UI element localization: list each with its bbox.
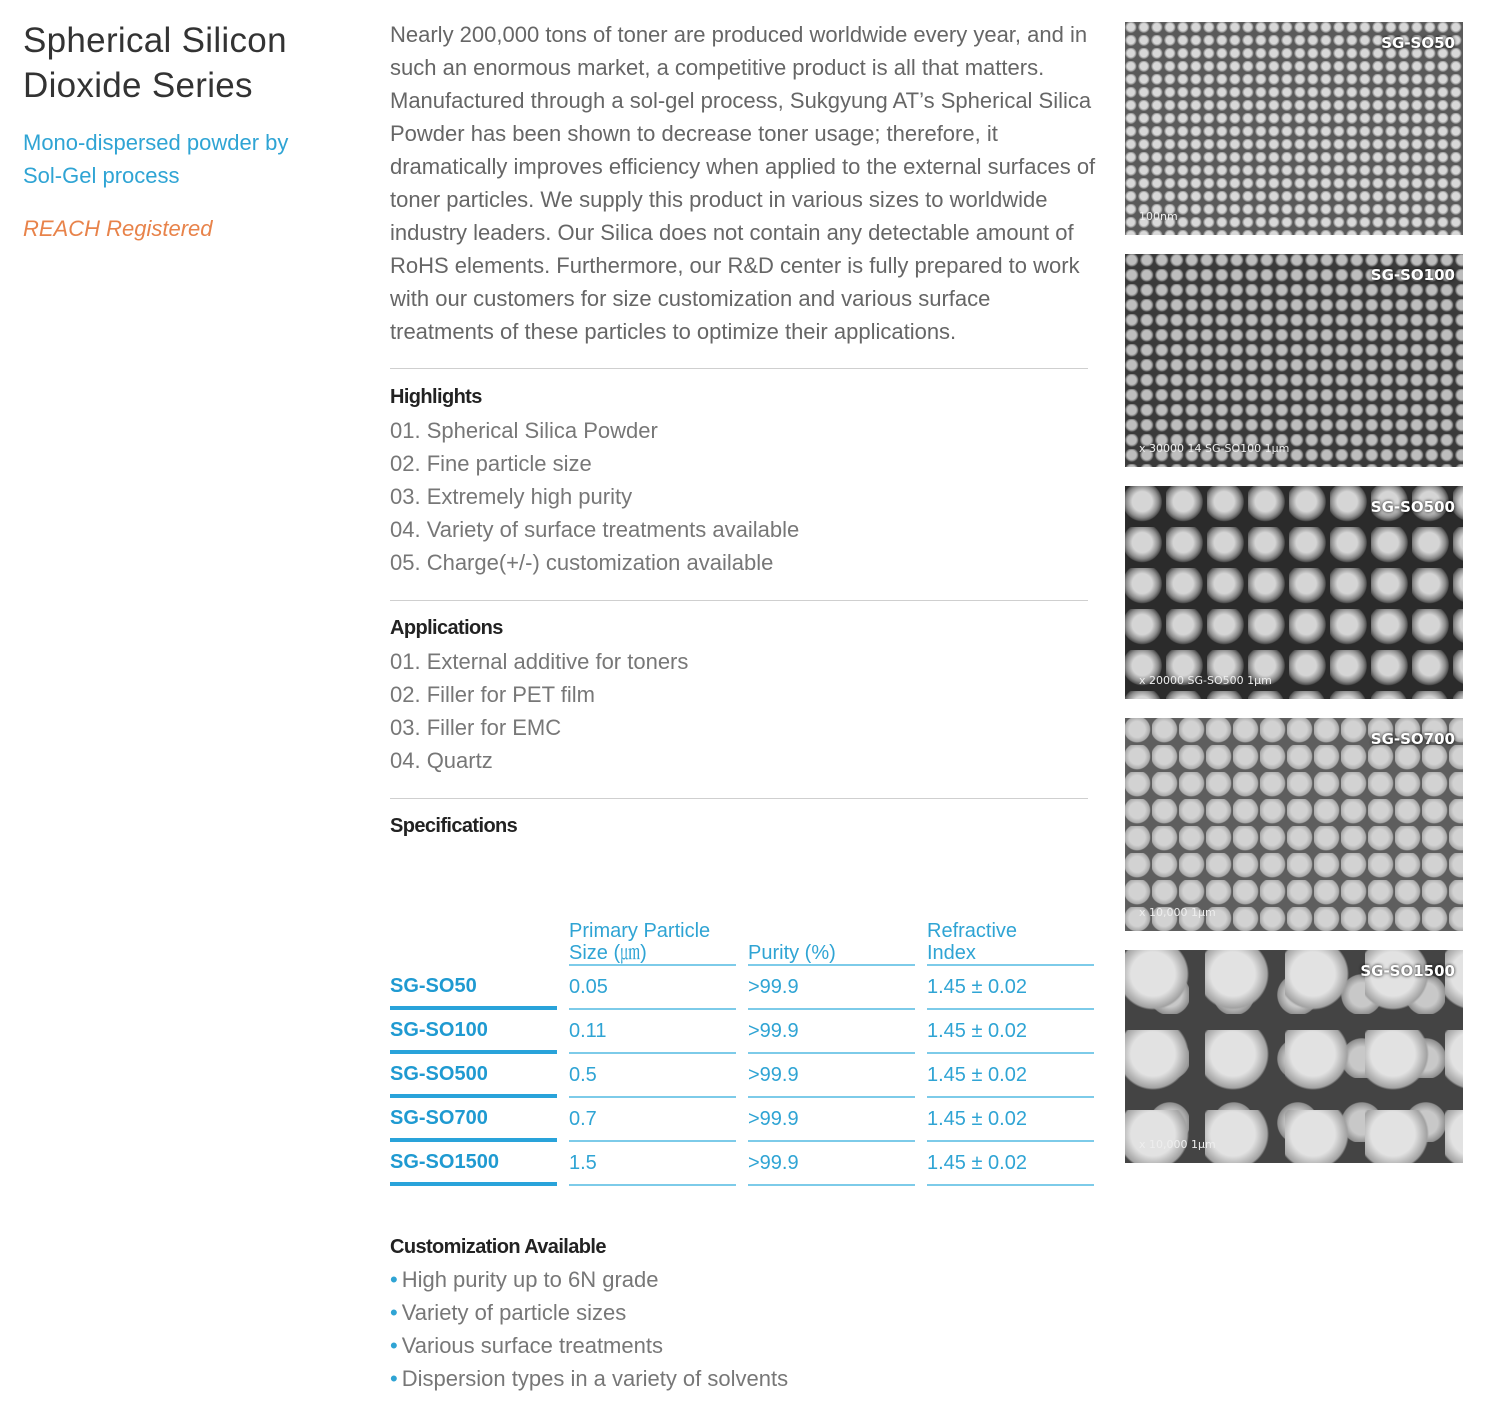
image-label: SG-SO1500	[1360, 962, 1455, 980]
reach-registered-note: REACH Registered	[23, 216, 213, 241]
image-label: SG-SO700	[1370, 730, 1455, 748]
title-line-2: Dioxide Series	[23, 66, 253, 105]
list-item: 02. Filler for PET film	[390, 682, 595, 707]
model-name: SG-SO500	[390, 1054, 557, 1098]
list-item: • Variety of particle sizes	[390, 1300, 627, 1325]
list-item: 02. Fine particle size	[390, 451, 592, 476]
list-item: • Various surface treatments	[390, 1333, 663, 1358]
table-row	[390, 1098, 1094, 1142]
table-row	[390, 1142, 1094, 1186]
product-header	[23, 18, 353, 244]
title-line-1: Spherical Silicon	[23, 21, 287, 60]
highlights-heading: Highlights	[390, 386, 482, 408]
particle-size-value: 1.5	[569, 1142, 736, 1186]
bullet-icon: •	[390, 1267, 398, 1292]
purity-value: >99.9	[748, 1098, 915, 1142]
refractive-index-value: 1.45 ± 0.02	[927, 1142, 1094, 1186]
list-item: 05. Charge(+/-) customization available	[390, 550, 774, 575]
table-row	[390, 966, 1094, 1010]
scale-bar-label: x 10,000 1μm	[1139, 906, 1216, 919]
model-name: SG-SO50	[390, 966, 557, 1010]
product-description	[390, 18, 1096, 1391]
table-row	[390, 1054, 1094, 1098]
list-item: • Dispersion types in a variety of solvents	[390, 1366, 789, 1391]
model-name: SG-SO700	[390, 1098, 557, 1142]
sem-image	[1125, 22, 1463, 235]
product-subtitle	[23, 126, 353, 192]
divider	[390, 798, 1088, 799]
particle-size-value: 0.5	[569, 1054, 736, 1098]
sem-image	[1125, 254, 1463, 467]
subtitle-line-2: Sol-Gel process	[23, 163, 180, 188]
list-item: 03. Extremely high purity	[390, 484, 633, 509]
customization-heading: Customization Available	[390, 1236, 606, 1258]
particle-size-value: 0.11	[569, 1010, 736, 1054]
product-title	[23, 18, 353, 108]
model-name: SG-SO100	[390, 1010, 557, 1054]
specifications-table	[390, 890, 1094, 1186]
refractive-index-value: 1.45 ± 0.02	[927, 1010, 1094, 1054]
applications-list	[390, 645, 688, 777]
intro-paragraph: Nearly 200,000 tons of toner are produced worldwide every year, and in such an enormous market, a competitive product is all that matters. Manufactured through a sol-gel process, Sukgyung AT’s Spherical Silica Powder has been shown to decrease toner usage; therefore, it dramatically improves efficiency when applied to the external surfaces of toner particles. We supply this product in various sizes to worldwide industry leaders. Our Silica does not contain any detectable amount of RoHS elements. Furthermore, our R&D center is fully prepared to work with our customers for size customization and various surface treatments of these particles to optimize their applications.	[390, 22, 1096, 344]
model-name: SG-SO1500	[390, 1142, 557, 1186]
subtitle-line-1: Mono-dispersed powder by	[23, 130, 289, 155]
divider	[390, 600, 1088, 601]
refractive-index-value: 1.45 ± 0.02	[927, 966, 1094, 1010]
highlights-list	[390, 414, 799, 579]
purity-value: >99.9	[748, 1054, 915, 1098]
specifications-heading: Specifications	[390, 815, 518, 837]
refractive-index-value: 1.45 ± 0.02	[927, 1054, 1094, 1098]
applications-heading: Applications	[390, 617, 503, 639]
header-purity: Purity (%)	[748, 890, 915, 966]
purity-value: >99.9	[748, 966, 915, 1010]
particle-size-value: 0.05	[569, 966, 736, 1010]
purity-value: >99.9	[748, 1010, 915, 1054]
header-particle-size: Primary Particle Size (㎛)	[569, 890, 736, 966]
list-item: 01. External additive for toners	[390, 649, 689, 674]
scale-bar-label: x 30000 14 SG-SO100 1μm	[1139, 442, 1290, 455]
bullet-icon: •	[390, 1333, 398, 1358]
refractive-index-value: 1.45 ± 0.02	[927, 1098, 1094, 1142]
particle-size-value: 0.7	[569, 1098, 736, 1142]
scale-bar-label: 100nm	[1139, 210, 1178, 223]
scale-bar-label: x 10,000 1μm	[1139, 1138, 1216, 1151]
customization-list	[390, 1263, 788, 1395]
list-item: 04. Quartz	[390, 748, 493, 773]
sem-image-gallery	[1125, 22, 1463, 1182]
scale-bar-label: x 20000 SG-SO500 1μm	[1139, 674, 1272, 687]
image-label: SG-SO50	[1381, 34, 1455, 52]
list-item: 03. Filler for EMC	[390, 715, 562, 740]
list-item: 01. Spherical Silica Powder	[390, 418, 658, 443]
header-refractive-index: Refractive Index	[927, 890, 1094, 966]
header-model	[390, 890, 557, 966]
sem-image	[1125, 718, 1463, 931]
image-label: SG-SO500	[1370, 498, 1455, 516]
sem-image	[1125, 950, 1463, 1163]
image-label: SG-SO100	[1370, 266, 1455, 284]
table-row	[390, 1010, 1094, 1054]
bullet-icon: •	[390, 1366, 398, 1391]
divider	[390, 368, 1088, 369]
sem-image	[1125, 486, 1463, 699]
purity-value: >99.9	[748, 1142, 915, 1186]
bullet-icon: •	[390, 1300, 398, 1325]
list-item: • High purity up to 6N grade	[390, 1267, 659, 1292]
list-item: 04. Variety of surface treatments available	[390, 517, 800, 542]
table-header-row	[390, 890, 1094, 966]
